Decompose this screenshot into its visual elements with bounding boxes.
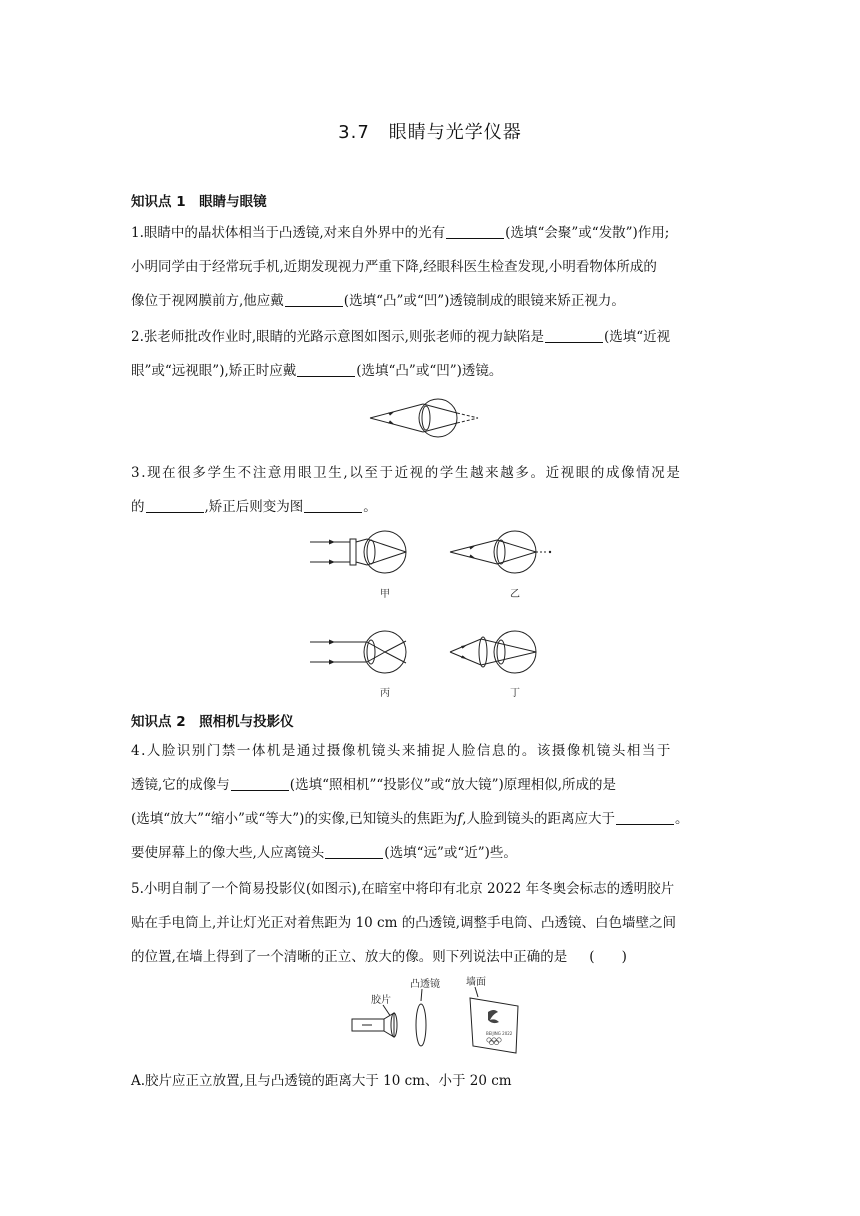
answer-paren[interactable]: ( ): [589, 949, 627, 965]
eye-diagrams-q3: [305, 522, 575, 702]
caption-bing: 丙: [380, 688, 390, 699]
answer-blank[interactable]: [325, 844, 383, 859]
answer-blank[interactable]: [297, 362, 355, 377]
question-5: 5.小明自制了一个简易投影仪(如图示),在暗室中将印有北京 2022 年冬奥会标志的透明胶片 贴在手电筒上,并让灯光正对着焦距为 10 cm 的凸透镜,调整手电筒、凸透镜、白色墙壁之间 的位置,在墙上得到了一个清晰的正立、放大的像。则下列说法中正确的是 ( ): [131, 881, 676, 965]
projector-diagram: [345, 975, 525, 1057]
answer-blank[interactable]: [616, 810, 674, 825]
label-lens: 凸透镜: [410, 979, 440, 990]
label-film: 胶片: [371, 995, 391, 1006]
answer-blank[interactable]: [446, 224, 504, 239]
question-3: 3.现在很多学生不注意用眼卫生,以至于近视的学生越来越多。近视眼的成像情况是 的 ,矫正后则变为图 。: [131, 465, 682, 515]
option-a[interactable]: A.胶片应正立放置,且与凸透镜的距离大于 10 cm、小于 20 cm: [131, 1073, 512, 1089]
logo-text: BEIJING 2022: [486, 1031, 513, 1036]
label-wall: 墙面: [466, 977, 486, 988]
caption-jia: 甲: [380, 589, 390, 600]
answer-blank[interactable]: [285, 292, 343, 307]
answer-blank[interactable]: [545, 328, 603, 343]
question-1: 1.眼睛中的晶状体相当于凸透镜,对来自外界中的光有 (选填“会聚”或“发散”)作用; 小明同学由于经常玩手机,近期发现视力严重下降,经眼科医生检查发现,小明看物体所成的 像位于视网膜前方,他应戴 (选填“凸”或“凹”)透镜制成的眼镜来矫正视力。: [131, 225, 670, 309]
section-heading-camera: 知识点 2 照相机与投影仪: [131, 714, 294, 730]
answer-blank[interactable]: [146, 498, 204, 513]
eye-ray-diagram-q2: [368, 393, 493, 443]
section-heading-eyes: 知识点 1 眼睛与眼镜: [131, 194, 267, 210]
page-title: 3.7 眼睛与光学仪器: [338, 122, 522, 143]
answer-blank[interactable]: [304, 498, 362, 513]
caption-yi: 乙: [510, 589, 520, 600]
caption-ding: 丁: [510, 688, 520, 699]
answer-blank[interactable]: [231, 776, 289, 791]
question-2: 2.张老师批改作业时,眼睛的光路示意图如图示,则张老师的视力缺陷是 (选填“近视 眼”或“远视眼”),矫正时应戴 (选填“凸”或“凹”)透镜。: [131, 329, 671, 379]
question-4: 4.人脸识别门禁一体机是通过摄像机镜头来捕捉人脸信息的。该摄像机镜头相当于 透镜,它的成像与 (选填“照相机”“投影仪”或“放大镜”)原理相似,所成的是 (选填“放大”“缩小”或“等大”)的实像,已知镜头的焦距为f,人脸到镜头的距离应大于 。 要使屏幕上的像大些,人应离镜头 (选填“远”或“近”)些。: [131, 743, 689, 861]
